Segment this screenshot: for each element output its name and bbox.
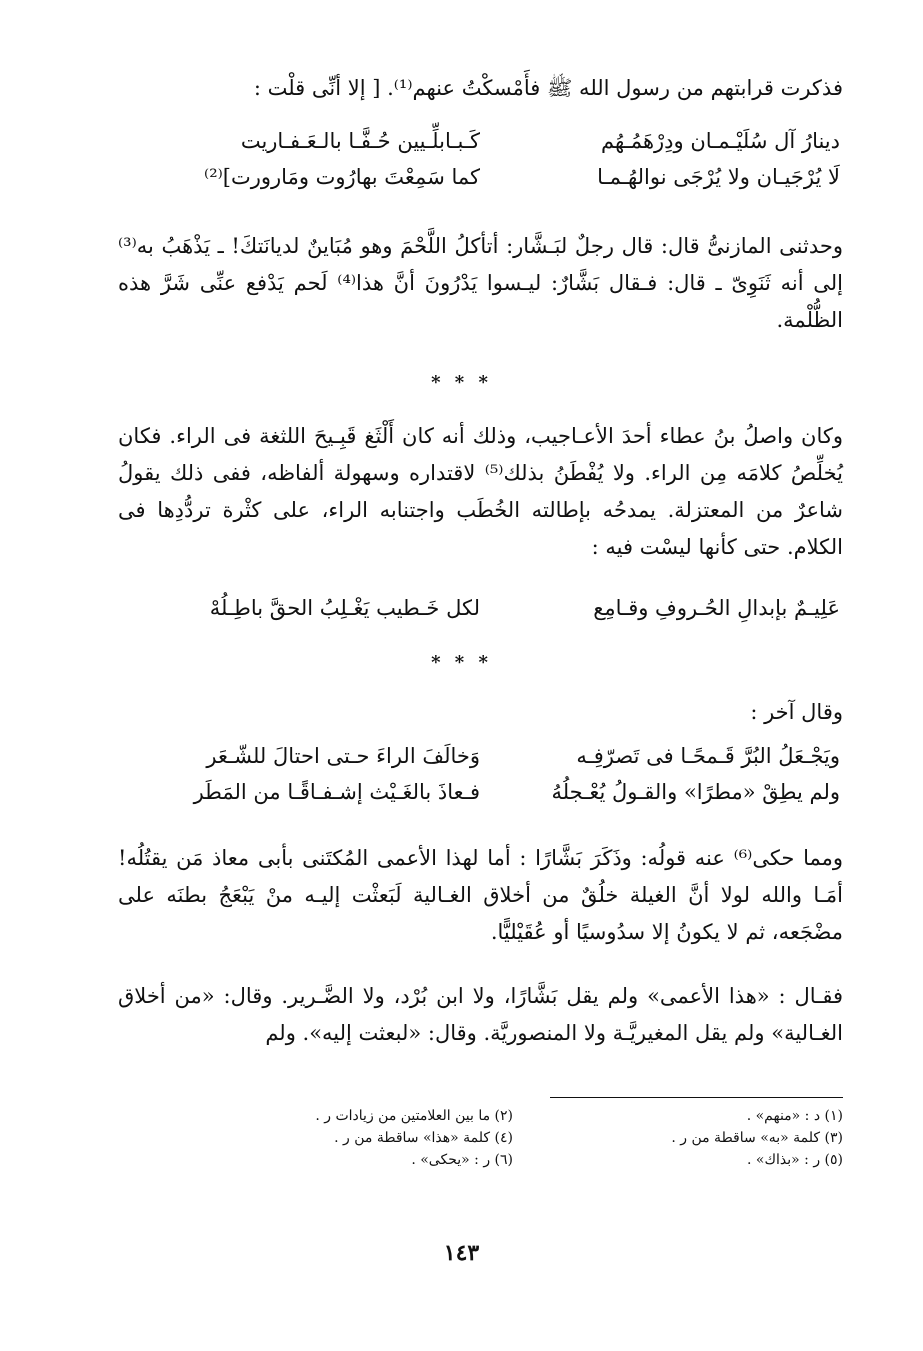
paragraph-3: وكان واصلُ بنُ عطاء أحدَ الأعـاجيب، وذلك أنه كان أَلْثَغ قَبِـيحَ اللثغة فى الراء. فكان يُخلِّصُ كلامَه مِن الراء. ولا يُفْطَنُ بذلك⁽⁵⁾ لاقتداره وسهولة ألفاظه، ففى ذلك يقولُ شاعرٌ من المعتزلة. يمدحُه بإطالته الخُطَب واجتنابه الراء، على كثْرة تردُّدِها فى الكلام. حتى كأنها ليسْت فيه : bbox=[118, 424, 843, 559]
verse-line bbox=[140, 738, 840, 774]
verse-hemistich: دينارُ آل سُلَيْـمـان ودِرْهَمُـهُم bbox=[601, 129, 840, 153]
section-separator: * * * bbox=[431, 652, 492, 673]
verse-line bbox=[140, 590, 840, 626]
footnote: (٥) ر : «بذاك» . bbox=[747, 1152, 843, 1168]
footnotes bbox=[220, 1105, 843, 1171]
verse-block-3 bbox=[140, 738, 840, 810]
verse-hemistich: لَا يُرْجَيـان ولا يُرْجَى نوالهُـمـا bbox=[597, 165, 840, 189]
verse-hemistich: كما سَمِعْتَ بهارُوت ومَارورت]⁽²⁾ bbox=[204, 165, 480, 189]
verse-hemistich: فـعاذَ بالغَـيْث إشـفـاقًـا من المَطَر bbox=[193, 780, 480, 804]
paragraph-3-block bbox=[118, 418, 843, 566]
verse-hemistich: ويَجْـعَلُ البُرَّ قَـمحًـا فى تَصرّفِـه bbox=[576, 744, 840, 768]
footnote: (٢) ما بين العلامتين من زيادات ر . bbox=[315, 1108, 513, 1124]
paragraph-5-block bbox=[118, 840, 843, 951]
verse-line bbox=[140, 159, 840, 195]
footnote: (١) د : «منهم» . bbox=[746, 1108, 843, 1124]
paragraph-6: فقـال : «هذا الأعمى» ولم يقل بَشَّارًا، ولا ابن بُرْد، ولا الضَّـرير. وقال: «من أخلاق الغـالية» ولم يقل المغيريَّـة ولا المنصوريَّة. وقال: «لبعثت إليه». ولم bbox=[118, 984, 843, 1045]
page-number: ١٤٣ bbox=[443, 1240, 480, 1266]
verse-line bbox=[140, 123, 840, 159]
paragraph-1: فذكرت قرابتهم من رسول الله ﷺ فأَمْسكْتُ عنهم⁽¹⁾. [ إلا أنِّى قلْت : bbox=[253, 76, 843, 100]
paragraph-1-block bbox=[118, 70, 843, 107]
paragraph-4-block bbox=[118, 694, 843, 731]
verse-hemistich: لكل خَـطيب يَغْـلِبُ الحقَّ باطِـلُهْ bbox=[209, 596, 480, 620]
paragraph-5: ومما حكى⁽⁶⁾ عنه قولُه: وذَكَرَ بَشَّارًا : أما لهذا الأعمى المُكتَنى بأبى معاذ مَن يقتُلُه! أمَـا والله لولا أنَّ الغيلة خلُقٌ من أخلاق الغـالية لَبَعثْت إليـه منْ يَبْعَجُ بطنَه على مضْجَعه، ثم لا يكونُ إلا سدُوسيًا أو عُقَيْليًّا. bbox=[118, 846, 843, 944]
verse-block-1 bbox=[140, 123, 840, 195]
footnote-row bbox=[220, 1105, 843, 1127]
paragraph-2: وحدثنى المازنىُّ قال: قال رجلٌ لبَـشَّار: أتأكلُ اللَّحْمَ وهو مُبَاينٌ لديانَتكَ! ـ يَذْهَبُ به⁽³⁾ إلى أنه ثَنَوِىّ ـ قال: فـقال بَشَّارٌ: ليـسوا يَدْرُونَ أنَّ هذا⁽⁴⁾ لَحم يَدْفع عنِّى شَرَّ هذه الظُّلْمة. bbox=[118, 234, 844, 332]
footnote: (٦) ر : «يحكى» . bbox=[411, 1152, 513, 1168]
section-separator: * * * bbox=[431, 372, 492, 393]
verse-line bbox=[140, 774, 840, 810]
verse-hemistich: كَـبـابلِّـيين حُـفَّـا بالـعَـفـاريت bbox=[240, 129, 480, 153]
paragraph-2-block bbox=[118, 228, 843, 339]
footnote: (٤) كلمة «هذا» ساقطة من ر . bbox=[334, 1130, 513, 1146]
verse-block-2 bbox=[140, 590, 840, 626]
paragraph-6-block bbox=[118, 978, 843, 1052]
footnote-row bbox=[220, 1149, 843, 1171]
paragraph-4: وقال آخر : bbox=[750, 700, 843, 724]
footnote-divider bbox=[550, 1097, 843, 1098]
verse-hemistich: ولم يطِقْ «مطرًا» والقـولُ يُعْـجلُهُ bbox=[551, 780, 840, 804]
verse-hemistich: وَخالَفَ الراءَ حـتى احتالَ للشّـعَر bbox=[206, 744, 480, 768]
footnote: (٣) كلمة «به» ساقطة من ر . bbox=[671, 1130, 843, 1146]
footnote-row bbox=[220, 1127, 843, 1149]
verse-hemistich: عَلِيـمٌ بإبدالِ الحُـروفِ وقـامِع bbox=[593, 596, 840, 620]
